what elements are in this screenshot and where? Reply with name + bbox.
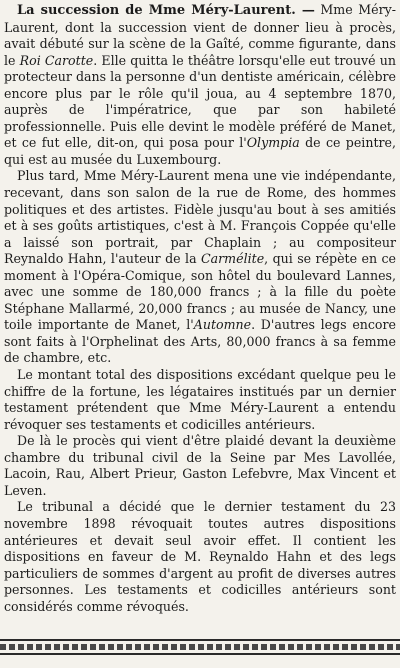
paragraph-5 [4, 499, 396, 615]
title-carmelite: Carmélite [201, 251, 265, 267]
paragraph-2-text-3: . D'autres legs encore sont faits à l'Orphelinat des Arts, 80,000 francs à sa femme de chambre, etc. [4, 317, 396, 366]
paragraph-2-text-2: , qui se répète en ce moment à l'Opéra-Comique, son hôtel du boulevard Lannes, avec une somme de 180,000 francs ; à la fille du poète Stéphane Mallarmé, 20,000 francs ; au musée de Nancy, une toile importante de Manet, l' [4, 251, 396, 333]
section-divider [0, 637, 400, 657]
divider-bottom-line [0, 653, 400, 655]
paragraph-1 [4, 2, 396, 168]
paragraph-4-text: De là le procès qui vient d'être plaidé devant la deuxième chambre du tribunal civil de la Seine par Mes Lavollée, Lacoin, Rau, Albert Prieur, Gaston Lefebvre, Max Vincent et Leven. [4, 433, 396, 498]
title-olympia: Olympia [246, 135, 300, 151]
paragraph-2 [4, 168, 396, 367]
paragraph-3-text: Le montant total des dispositions excédant quelque peu le chiffre de la fortune, les légataires institués par un dernier testament prétendent que Mme Méry-Laurent a entendu révoquer ses testaments et codicilles antérieurs. [4, 367, 396, 432]
divider-dashed-line [0, 644, 400, 650]
article [4, 2, 396, 615]
article-title: La succession de Mme Méry-Laurent. — [17, 3, 315, 18]
title-automne: Automne [193, 317, 252, 333]
paragraph-2-text-1: Plus tard, Mme Méry-Laurent mena une vie indépendante, recevant, dans son salon de la rue de Rome, des hommes politiques et des artistes. Fidèle jusqu'au bout à ses amitiés et à ses goûts artistiques, c'est à M. François Coppée qu'elle a laissé son portrait, par Chaplain ; au compositeur Reynaldo Hahn, l'auteur de la [4, 168, 396, 267]
divider-top-line [0, 639, 400, 641]
paragraph-4 [4, 433, 396, 499]
paragraph-1-text-1: Mme Méry-Laurent, dont la succession vient de donner lieu à procès, avait débuté sur la scène de la Gaîté, comme figurante, dans le [4, 2, 396, 68]
title-roi-carotte: Roi Carotte [19, 52, 94, 68]
paragraph-3 [4, 367, 396, 433]
paragraph-5-text: Le tribunal a décidé que le dernier testament du 23 novembre 1898 révoquait toutes autres dispositions antérieures et devait seul avoir effet. Il contient les dispositions en faveur de M. Reynaldo Hahn et des legs particuliers de sommes d'argent au profit de diverses autres personnes. Les testaments et codicilles antérieurs sont considérés comme révoqués. [4, 499, 396, 614]
paragraph-1-text-3: de ce peintre, qui est au musée du Luxembourg. [4, 135, 396, 167]
paragraph-1-text-2: . Elle quitta le théâtre lorsqu'elle eut trouvé un protecteur dans la personne d'un dentiste américain, célèbre encore plus par le rôle qu'il joua, au 4 septembre 1870, auprès de l'impératrice, que par son habileté professionnelle. Puis elle devint le modèle préféré de Manet, et ce fut elle, dit-on, qui posa pour l' [4, 52, 397, 151]
